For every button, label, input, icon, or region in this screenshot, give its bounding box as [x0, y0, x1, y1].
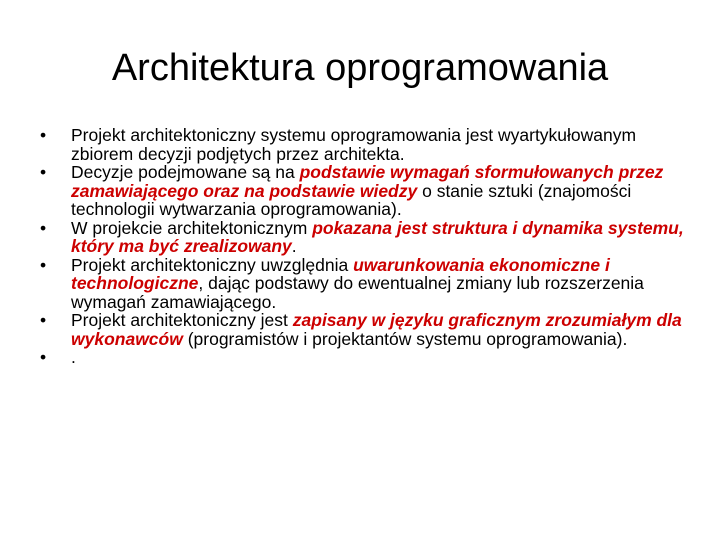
- bullet-emphasis: podstawie wymagań sformułowanych przez zamawiającego oraz na podstawie wiedzy: [71, 162, 664, 201]
- bullet-emphasis: pokazana jest struktura i dynamika systemu, który ma być zrealizowany: [71, 217, 684, 256]
- bullet-text: Projekt architektoniczny systemu oprogramowania jest wyartykułowanym zbiorem decyzji podjętych przez architekta.: [71, 125, 637, 164]
- bullet-icon: •: [40, 125, 47, 145]
- bullet-item-6: [40, 348, 690, 367]
- bullet-item-5: [40, 311, 690, 348]
- bullet-emphasis: zapisany w języku graficznym zrozumiałym dla wykonawców: [71, 310, 682, 349]
- bullet-list: [40, 126, 690, 367]
- bullet-text: , dając podstawy do ewentualnej zmiany lub rozszerzenia wymagań zamawiającego.: [71, 273, 644, 312]
- slide-title: Architektura oprogramowania: [111, 47, 609, 89]
- bullet-item-1: [40, 126, 690, 163]
- bullet-icon: •: [40, 217, 47, 238]
- bullet-text: .: [291, 236, 297, 256]
- bullet-item-2: [40, 163, 690, 219]
- bullet-icon: •: [40, 310, 47, 330]
- bullet-icon: •: [40, 347, 47, 367]
- bullet-item-4: [40, 256, 690, 312]
- bullet-text: (programistów i projektantów systemu oprogramowania).: [182, 328, 628, 349]
- bullet-emphasis: uwarunkowania ekonomiczne i technologiczne: [71, 254, 610, 293]
- bullet-item-3: [40, 219, 690, 256]
- bullet-text: Projekt architektoniczny uwzględnia: [71, 254, 354, 275]
- bullet-icon: •: [40, 162, 47, 182]
- bullet-text: W projekcie architektonicznym: [71, 217, 313, 238]
- bullet-text: .: [71, 347, 76, 367]
- bullet-icon: •: [40, 254, 47, 275]
- bullet-text: o stanie sztuki (znajomości technologii wytwarzania oprogramowania).: [71, 180, 632, 219]
- bullet-text: Decyzje podejmowane są na: [71, 162, 300, 182]
- bullet-text: Projekt architektoniczny jest: [71, 310, 293, 330]
